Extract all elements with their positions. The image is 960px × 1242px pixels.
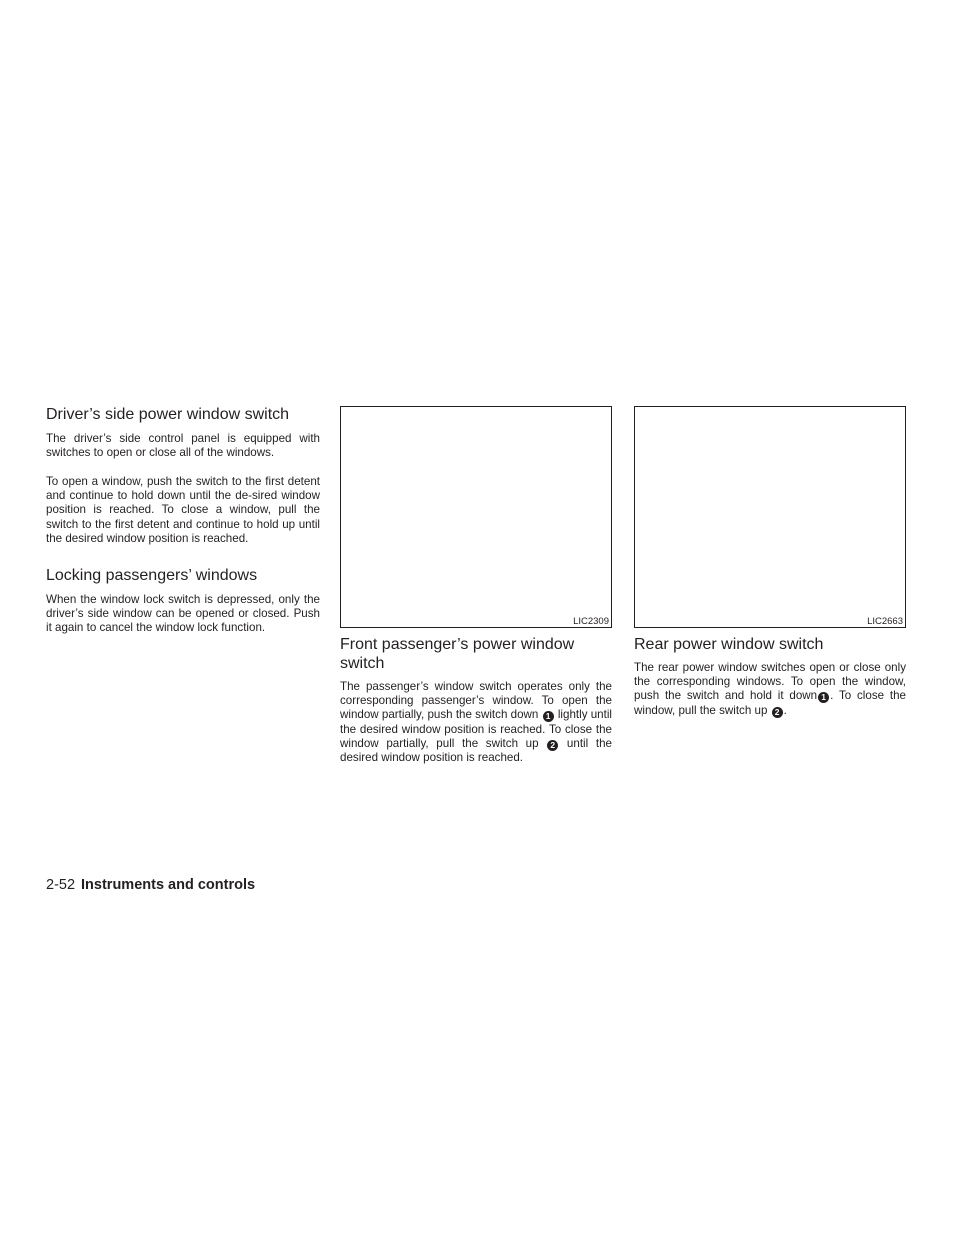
paragraph-text: . To close the window, pull the switch up [634, 689, 906, 717]
heading-rear-switch: Rear power window switch [634, 636, 824, 653]
figure-code: LIC2663 [867, 616, 903, 627]
callout-marker-2: 2 [772, 707, 783, 718]
heading-front-passenger-switch: Front passenger’s power window switch [340, 636, 575, 672]
section-title: Instruments and controls [81, 877, 256, 893]
page-number: 2-52 [46, 877, 76, 893]
paragraph-driver-intro: The driver’s side control panel is equipped with switches to open or close all of the windows. [46, 432, 320, 460]
paragraph-text: The passenger’s window switch operates only the corresponding passenger’s window. To open the window partially, push the switch down [340, 680, 612, 722]
paragraph-text: The rear power window switches open or close only the corresponding windows. To open the window, push the switch and hold it down [634, 661, 906, 703]
paragraph-rear-switch [634, 661, 906, 718]
paragraph-text: . [783, 703, 787, 717]
callout-marker-2: 2 [547, 740, 558, 751]
heading-driver-side-switch: Driver’s side power window switch [46, 406, 290, 423]
figure-code: LIC2309 [573, 616, 609, 627]
paragraph-text: until the desired window position is reached. [340, 736, 612, 765]
page-footer [46, 877, 255, 894]
figure-rear-switch [634, 406, 906, 628]
paragraph-text: lightly until the desired window position is reached. To close the window partially, pull the switch up [340, 708, 612, 750]
figure-front-passenger-switch [340, 406, 612, 628]
callout-marker-1: 1 [818, 692, 829, 703]
callout-marker-1: 1 [543, 711, 554, 722]
paragraph-driver-operation: To open a window, push the switch to the first detent and continue to hold down until the de-sired window position is reached. To close a window, pull the switch to the first detent and continue to hold up until the desired window position is reached. [46, 475, 320, 545]
paragraph-front-passenger-switch [340, 680, 612, 765]
paragraph-locking-windows: When the window lock switch is depressed, only the driver’s side window can be opened or closed. Push it again to cancel the window lock function. [46, 593, 320, 635]
heading-locking-windows: Locking passengers’ windows [46, 567, 258, 584]
